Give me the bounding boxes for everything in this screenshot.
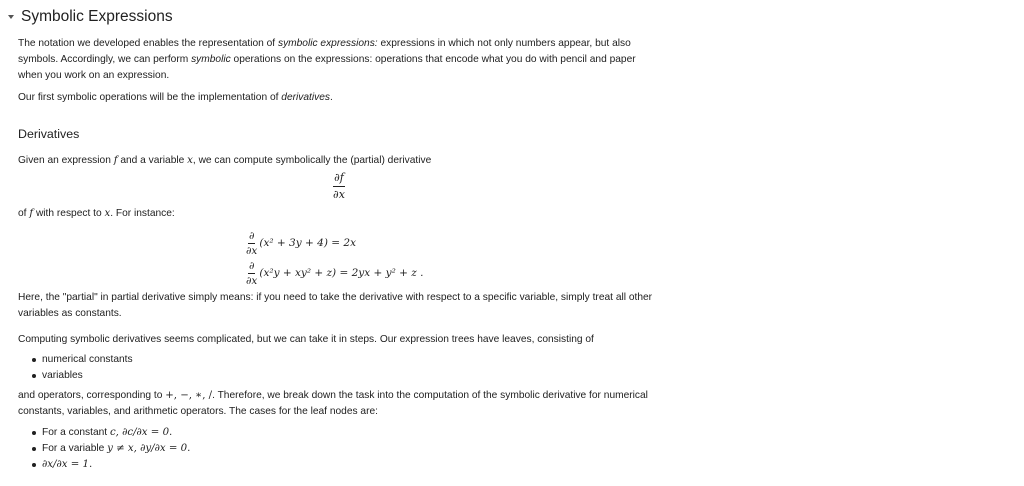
caret-down-icon[interactable] — [4, 10, 18, 24]
list-item: For a variable y ≠ x, ∂y/∂x = 0. — [42, 441, 658, 457]
example-equations — [18, 228, 658, 288]
list-item: For a constant c, ∂c/∂x = 0. — [42, 425, 658, 441]
equation-1: $\frac{\partial}{\partial x}$ (x² + 3y + 4) = 2x — [246, 229, 356, 257]
partial-explanation: Here, the "partial" in partial derivative simply means: if you need to take the derivative with respect to a specific variable, simply treat all other variables as constants. — [18, 292, 653, 319]
equation-2: $\frac{\partial}{\partial x}$ (x²y + xy² + z) = 2yx + y² + z . — [246, 259, 424, 287]
of-paragraph: of f with respect to x. For instance: — [18, 208, 175, 219]
leaves-list — [18, 352, 658, 384]
partial-derivative-formula: $\frac{\partial f}{\partial x}$ — [333, 171, 345, 201]
section-title: Symbolic Expressions — [21, 8, 173, 25]
markdown-content — [18, 36, 658, 477]
list-item: variables — [42, 368, 658, 384]
operators-paragraph: and operators, corresponding to +, −, ∗, /. Therefore, we break down the task into the computation of the symbolic derivative for numerical constants, variables, and arithmetic operators. The cases for the leaf nodes are: — [18, 390, 648, 417]
intro-paragraph-2: Our first symbolic operations will be the implementation of derivatives. — [18, 92, 333, 103]
intro-paragraph: The notation we developed enables the representation of symbolic expressions: expressions in which not only numbers appear, but also symbols. Accordingly, we can perform symbolic operations on the expressions: operations that encode what you do with pencil and paper when you work on an expression. — [18, 38, 636, 81]
cases-list — [18, 425, 658, 473]
list-item: numerical constants — [42, 352, 658, 368]
given-paragraph: Given an expression f and a variable x, we can compute symbolically the (partial) derivative — [18, 155, 432, 166]
section-header — [4, 6, 173, 28]
derivatives-heading: Derivatives — [18, 127, 80, 141]
list-item: ∂x/∂x = 1. — [42, 457, 658, 473]
computing-paragraph: Computing symbolic derivatives seems complicated, but we can take it in steps. Our expression trees have leaves, consisting of — [18, 334, 594, 345]
